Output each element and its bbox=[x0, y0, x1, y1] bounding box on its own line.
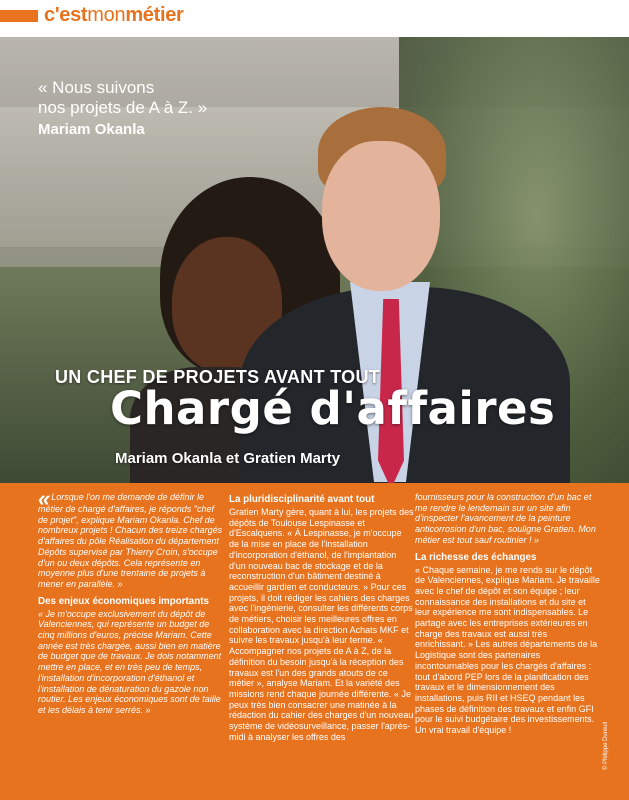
paragraph-enjeux: « Je m'occupe exclusivement du dépôt de Valenciennes, qui représente un budget de cinq millions d'euros, précise Mariam. Cette année est très chargée, aussi bien en matière de budget que de travaux. Je dois notamment mettre en place, et en très peu de temps, l'installation d'incorporation d'éthanol et l'installation de dénaturation du gazole non routier. Les enjeux économiques sont de taille et les délais à tenir serrés. » bbox=[38, 608, 222, 715]
rubric-part-1: c'est bbox=[44, 4, 88, 26]
section-heading-echanges: La richesse des échanges bbox=[415, 551, 537, 563]
article-headline: Chargé d'affaires bbox=[110, 382, 556, 435]
text-column-1 bbox=[38, 486, 223, 722]
paragraph-echanges: « Chaque semaine, je me rends sur le dépôt de Valenciennes, explique Mariam. Je travaille avec le chef de dépôt et son équipe ; leur connaissance des installations et du site et leur expérience me sont indispensables. Le partage avec les entreprises extérieures en charge des travaux est aussi très enrichissant. » Les autres départements de la Logistique sont des partenaires incontournables pour les chargés d'affaires : tout d'abord PEP lors de la planification des travaux et le dimensionnement des installations, puis RII et HSEQ pendant les phases de définition des travaux et enfin GFI pour le suivi budgétaire des investissements. Un vrai travail d'équipe ! bbox=[415, 564, 600, 736]
paragraph-pluridisciplinarite: Gratien Marty gère, quant à lui, les projets des dépôts de Toulouse Lespinasse et d'Escalquens. « À Lespinasse, je m'occupe de la mise en place de l'installation d'incorporation d'éthanol, de l'implantation d'un nouveau bac de stockage et de la reconstruction d'un bâtiment destiné à accueillir gardien et conducteurs. » Pour ces projets, il doit rédiger les cahiers des charges avec l'ingénierie, consulter les différents corps de métiers, choisir les meilleures offres en collaboration avec la direction Achats MKF et suivre les travaux jusqu'à leur terme. « Accompagner nos projets de A à Z, de la définition du besoin jusqu'à la réception des travaux est l'un des grands atouts de ce métier », analyse Mariam. Et la variété des missions rend chaque journée différente. « Je peux très bien consacrer une matinée à la rédaction du cahier des charges d'un nouveau système de vidéosurveillance, passer l'après-midi à analyser les offres des bbox=[229, 507, 414, 742]
paragraph-continuation: fournisseurs pour la construction d'un bac et me rendre le lendemain sur un site afin d'inspecter l'avancement de la peinture anticorrosion d'un bac, souligne Gratien. Mon métier est tout sauf routinier ! » bbox=[415, 492, 596, 545]
page-header bbox=[0, 0, 629, 37]
section-heading-pluridisciplinarite: La pluridisciplinarité avant tout bbox=[229, 494, 375, 505]
rubric-part-3: métier bbox=[125, 4, 184, 26]
photo-credit: © Philippe Dureuil bbox=[603, 721, 609, 770]
intro-text: Lorsque l'on me demande de définir le métier de chargé d'affaires, je réponds "chef de projet", explique Mariam Okanla. Chef de nombreux projets ! Chacun des treize chargés d'affaires du pôle Réalisation du département Dépôts supervisé par Thierry Croin, s'occupe d'un ou deux dépôts. Cela représente en moyenne plus d'une trentaine de projets à mener en parallèle. » bbox=[38, 492, 223, 589]
rubric-part-2: mon bbox=[87, 4, 126, 26]
section-heading-enjeux: Des enjeux économiques importants bbox=[38, 595, 209, 607]
rubric-title bbox=[44, 4, 184, 27]
quote-author: Mariam Okanla bbox=[38, 121, 145, 138]
article-byline-names: Mariam Okanla et Gratien Marty bbox=[115, 450, 341, 467]
quote-line-1: « Nous suivons bbox=[38, 78, 155, 97]
quote-line-2: nos projets de A à Z. » bbox=[38, 98, 208, 117]
intro-paragraph bbox=[38, 486, 223, 590]
text-column-3 bbox=[415, 492, 600, 742]
header-accent-bar bbox=[0, 10, 38, 22]
text-column-2 bbox=[229, 492, 414, 748]
man-face bbox=[322, 141, 440, 291]
pull-quote bbox=[38, 78, 207, 140]
opening-quote-mark: « bbox=[38, 486, 51, 511]
article-kicker: UN CHEF DE PROJETS AVANT TOUT bbox=[55, 367, 381, 387]
